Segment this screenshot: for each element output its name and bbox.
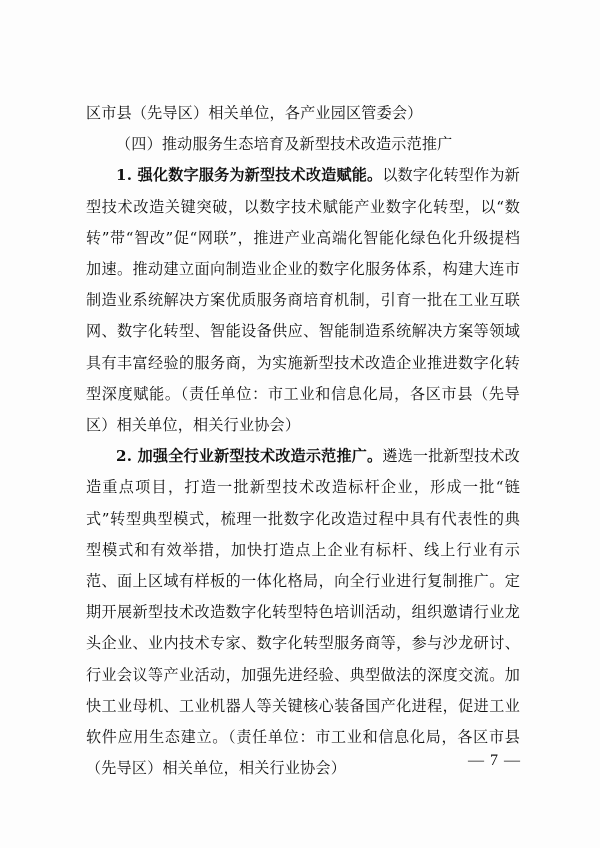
continuation-line: 区市县（先导区）相关单位，各产业园区管委会） — [86, 104, 423, 122]
item-2-body: 遴选一批新型技术改造重点项目，打造一批新型技术改造标杆企业，形成一批“链式”转型典型模式，梳理一批数字化改造过程中具有代表性的典型模式和有效举措，加快打造点上企业有标杆、线上行业有示范、面上区域有样板的一体化格局，向全行业进行复制推广。定期开展新型技术改造数字化转型特色培训活动，组织邀请行业龙头企业、业内技术专家、数字化转型服务商等，参与沙龙研讨、行业会议等产业活动，加强先进经验、典型做法的深度交流。加快工业母机、工业机器人等关键核心装备国产化进程，促进工业软件应用生态建立。（责任单位：市工业和信息化局，各区市县（先导区）相关单位，相关行业协会） — [86, 447, 520, 778]
paragraph-item-1 — [86, 160, 520, 441]
item-1-title: 1. 强化数字服务为新型技术改造赋能。 — [116, 166, 383, 185]
paragraph-item-2 — [86, 441, 520, 784]
section-heading: （四）推动服务生态培育及新型技术改造示范推广 — [116, 135, 453, 154]
item-1-body: 以数字化转型作为新型技术改造关键突破，以数字技术赋能产业数字化转型，以“数转”带“智改”促“网联”，推进产业高端化智能化绿色化升级提档加速。推动建立面向制造业企业的数字化服务体系，构建大连市制造业系统解决方案优质服务商培育机制，引育一批在工业互联网、数字化转型、智能设备供应、智能制造系统解决方案等领域具有丰富经验的服务商，为实施新型技术改造企业推进数字化转型深度赋能。（责任单位：市工业和信息化局，各区市县（先导区）相关单位，相关行业协会） — [86, 166, 520, 435]
item-2-title: 2. 加强全行业新型技术改造示范推广。 — [116, 447, 383, 466]
page-number: — 7 — — [468, 752, 521, 769]
body-text — [86, 98, 520, 784]
